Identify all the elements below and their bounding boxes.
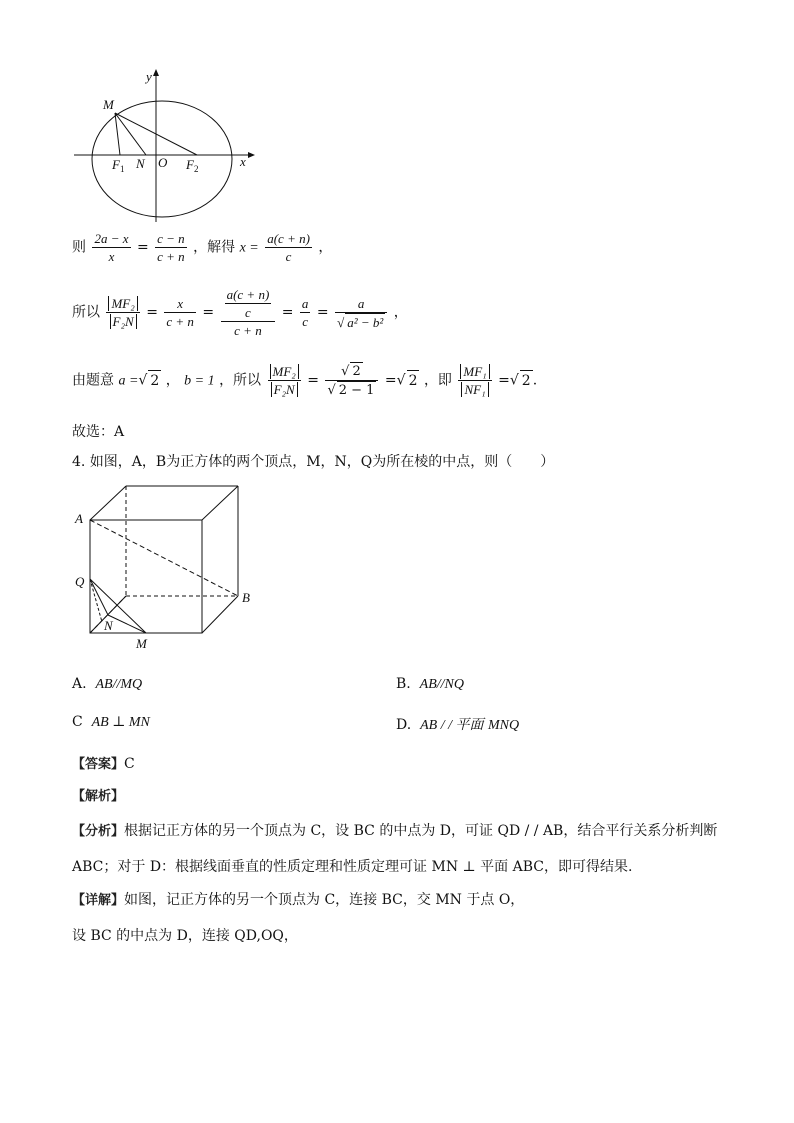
fraction-3: [265, 230, 312, 265]
result2-sqrt: 2: [520, 370, 533, 391]
fraction-sqrt-num: a: [335, 295, 387, 313]
option-C[interactable]: [72, 714, 150, 731]
option-D-letter: D.: [396, 717, 412, 733]
step2-suffix: ，: [393, 304, 408, 321]
step1-mid: ，解得: [193, 239, 236, 256]
cube-edge: [202, 486, 238, 520]
option-B-letter: B.: [396, 676, 411, 692]
compound-inner-den: c: [245, 305, 251, 320]
fraction-2-den: c + n: [157, 249, 185, 264]
label-M: M: [103, 97, 114, 112]
detail-label: 【详解】: [72, 893, 125, 908]
answer-value: C: [124, 756, 135, 772]
detail-line-1: [72, 890, 524, 911]
analysis-tag: 【解析】: [72, 789, 125, 804]
ratio2-num: MF₂: [270, 364, 299, 379]
label-F2-sub: 2: [194, 164, 199, 174]
label-x: x: [240, 154, 246, 169]
fraction-x-num: x: [164, 295, 196, 313]
fraction-3-den: c: [285, 249, 292, 264]
ratio2-den: F₂N: [271, 382, 298, 397]
label-O: O: [158, 155, 168, 170]
compound-inner-num: a(c + n): [226, 287, 270, 302]
sqrt-fraction: $\frac{√ 2}{√ 2 - 1}$: [325, 362, 378, 399]
ratio3-den: NF₁: [461, 382, 488, 397]
option-B[interactable]: [396, 676, 464, 693]
compound-fraction: [221, 286, 276, 339]
ratio-fraction-3: [458, 363, 491, 398]
label-N: N: [136, 156, 145, 171]
compound-den: c + n: [234, 323, 262, 338]
analysis-line-1: [72, 821, 717, 842]
label-A: A: [75, 511, 83, 526]
b-equals: b = 1: [184, 373, 215, 389]
equals: =: [136, 239, 149, 256]
label-Q: Q: [75, 574, 85, 589]
option-D-text-post: MNQ: [487, 718, 520, 733]
ratio-fraction-2: [268, 363, 301, 398]
ellipse-figure: [70, 68, 260, 226]
fraction-a-c: [300, 295, 311, 330]
label-F1: F: [112, 157, 120, 172]
equals: =: [202, 304, 215, 321]
label-y: y: [146, 69, 152, 84]
analysis-line-2: ABC；对于 D：根据线面垂直的性质定理和性质定理可证 MN ⊥ 平面 ABC，即可得结果.: [72, 859, 633, 875]
fraction-3-num: a(c + n): [267, 231, 310, 246]
x-equals: x =: [239, 240, 259, 256]
answer-line: 故选：A: [72, 424, 125, 440]
fraction-1-num: 2a − x: [94, 231, 129, 246]
step2-line: [72, 286, 408, 339]
result-sqrt: 2: [407, 370, 420, 391]
step3-mid: ，所以: [219, 372, 262, 389]
step1-suffix: ，: [318, 239, 333, 256]
fraction-x: [164, 295, 196, 330]
option-A[interactable]: [72, 676, 142, 693]
ratio3-num: MF₁: [460, 364, 489, 379]
fraction-1-den: x: [108, 249, 115, 264]
a-equals: a =: [118, 373, 139, 389]
segment-AB: [90, 520, 238, 596]
answer-row: [72, 754, 135, 775]
answer-tag: 【答案】: [72, 757, 125, 772]
equals: =: [307, 372, 319, 389]
period: .: [532, 372, 538, 389]
equals: =: [384, 372, 397, 389]
option-A-letter: A.: [72, 676, 87, 692]
segment-NM: [108, 615, 146, 633]
step1-line: [72, 230, 332, 265]
fraction-2-num: c − n: [157, 231, 185, 246]
question-4: 4. 如图，A，B为正方体的两个顶点，M，N，Q为所在棱的中点，则（ ）: [72, 454, 555, 470]
ratio-den: F₂N: [110, 314, 137, 329]
label-M: M: [136, 636, 147, 651]
step2-prefix: 所以: [72, 304, 100, 321]
ratio-fraction: [106, 295, 139, 330]
ratio-num: MF₂: [108, 296, 137, 311]
label-N: N: [104, 618, 113, 633]
option-C-letter: C: [72, 714, 83, 730]
label-F1-sub: 1: [120, 164, 125, 174]
option-D[interactable]: [396, 714, 519, 734]
option-D-text-pre: AB / / 平面: [420, 718, 484, 733]
fraction-sqrt: $\frac{a}{\text{√ a² − b²}}$: [335, 295, 387, 331]
x-axis-arrow: [248, 152, 255, 158]
fraction-a-c-num: a: [301, 296, 309, 311]
cube-edge: [202, 596, 238, 633]
step3-prefix: 由题意: [72, 372, 114, 389]
equals: =: [281, 304, 294, 321]
fraction-sqrt-den: a² − b²: [347, 314, 384, 330]
step3-mid2: ，即: [423, 372, 452, 389]
cube-edge: [90, 486, 126, 520]
option-A-text: AB//MQ: [95, 677, 143, 692]
option-C-text: AB ⊥ MN: [91, 715, 150, 730]
equals: =: [498, 372, 510, 389]
option-B-text: AB//NQ: [419, 677, 464, 692]
analysis-row: [72, 786, 124, 807]
fraction-a-c-den: c: [302, 314, 309, 329]
step3-line: 由题意 a =√ 2 ， b = 1 ，所以 $\frac{\text{MF₂}}{\text{F₂N}}$ = $\frac{√ 2}{√ 2 - 1}$ =√ 2 ，即 $\frac{\text{MF₁}}{\text{NF₁}}$ =√ 2 .: [72, 364, 538, 398]
step1-prefix: 则: [72, 239, 86, 256]
sqrt-fraction-den: 2 − 1: [338, 383, 375, 398]
fraction-x-den: c + n: [166, 314, 194, 329]
label-B: B: [242, 590, 250, 605]
cube-figure: [72, 482, 262, 654]
y-axis-arrow: [153, 69, 159, 76]
equals: =: [316, 304, 329, 321]
label-F2: F: [186, 157, 194, 172]
analysis-text-1: 根据记正方体的另一个顶点为 C，设 BC 的中点为 D，可证 QD / / AB，结合平行关系分析判断: [124, 823, 718, 839]
analysis-label: 【分析】: [72, 824, 125, 839]
sqrt-2: 2: [148, 370, 161, 391]
equals: =: [146, 304, 158, 321]
detail-line-2: 设 BC 的中点为 D，连接 QD,OQ，: [72, 928, 298, 944]
fraction-2: [155, 230, 187, 265]
detail-text-1: 如图，记正方体的另一个顶点为 C，连接 BC，交 MN 于点 O，: [124, 892, 525, 908]
sep: ，: [165, 372, 180, 389]
fraction-1: [92, 230, 130, 265]
sqrt-fraction-num: 2: [352, 364, 361, 379]
